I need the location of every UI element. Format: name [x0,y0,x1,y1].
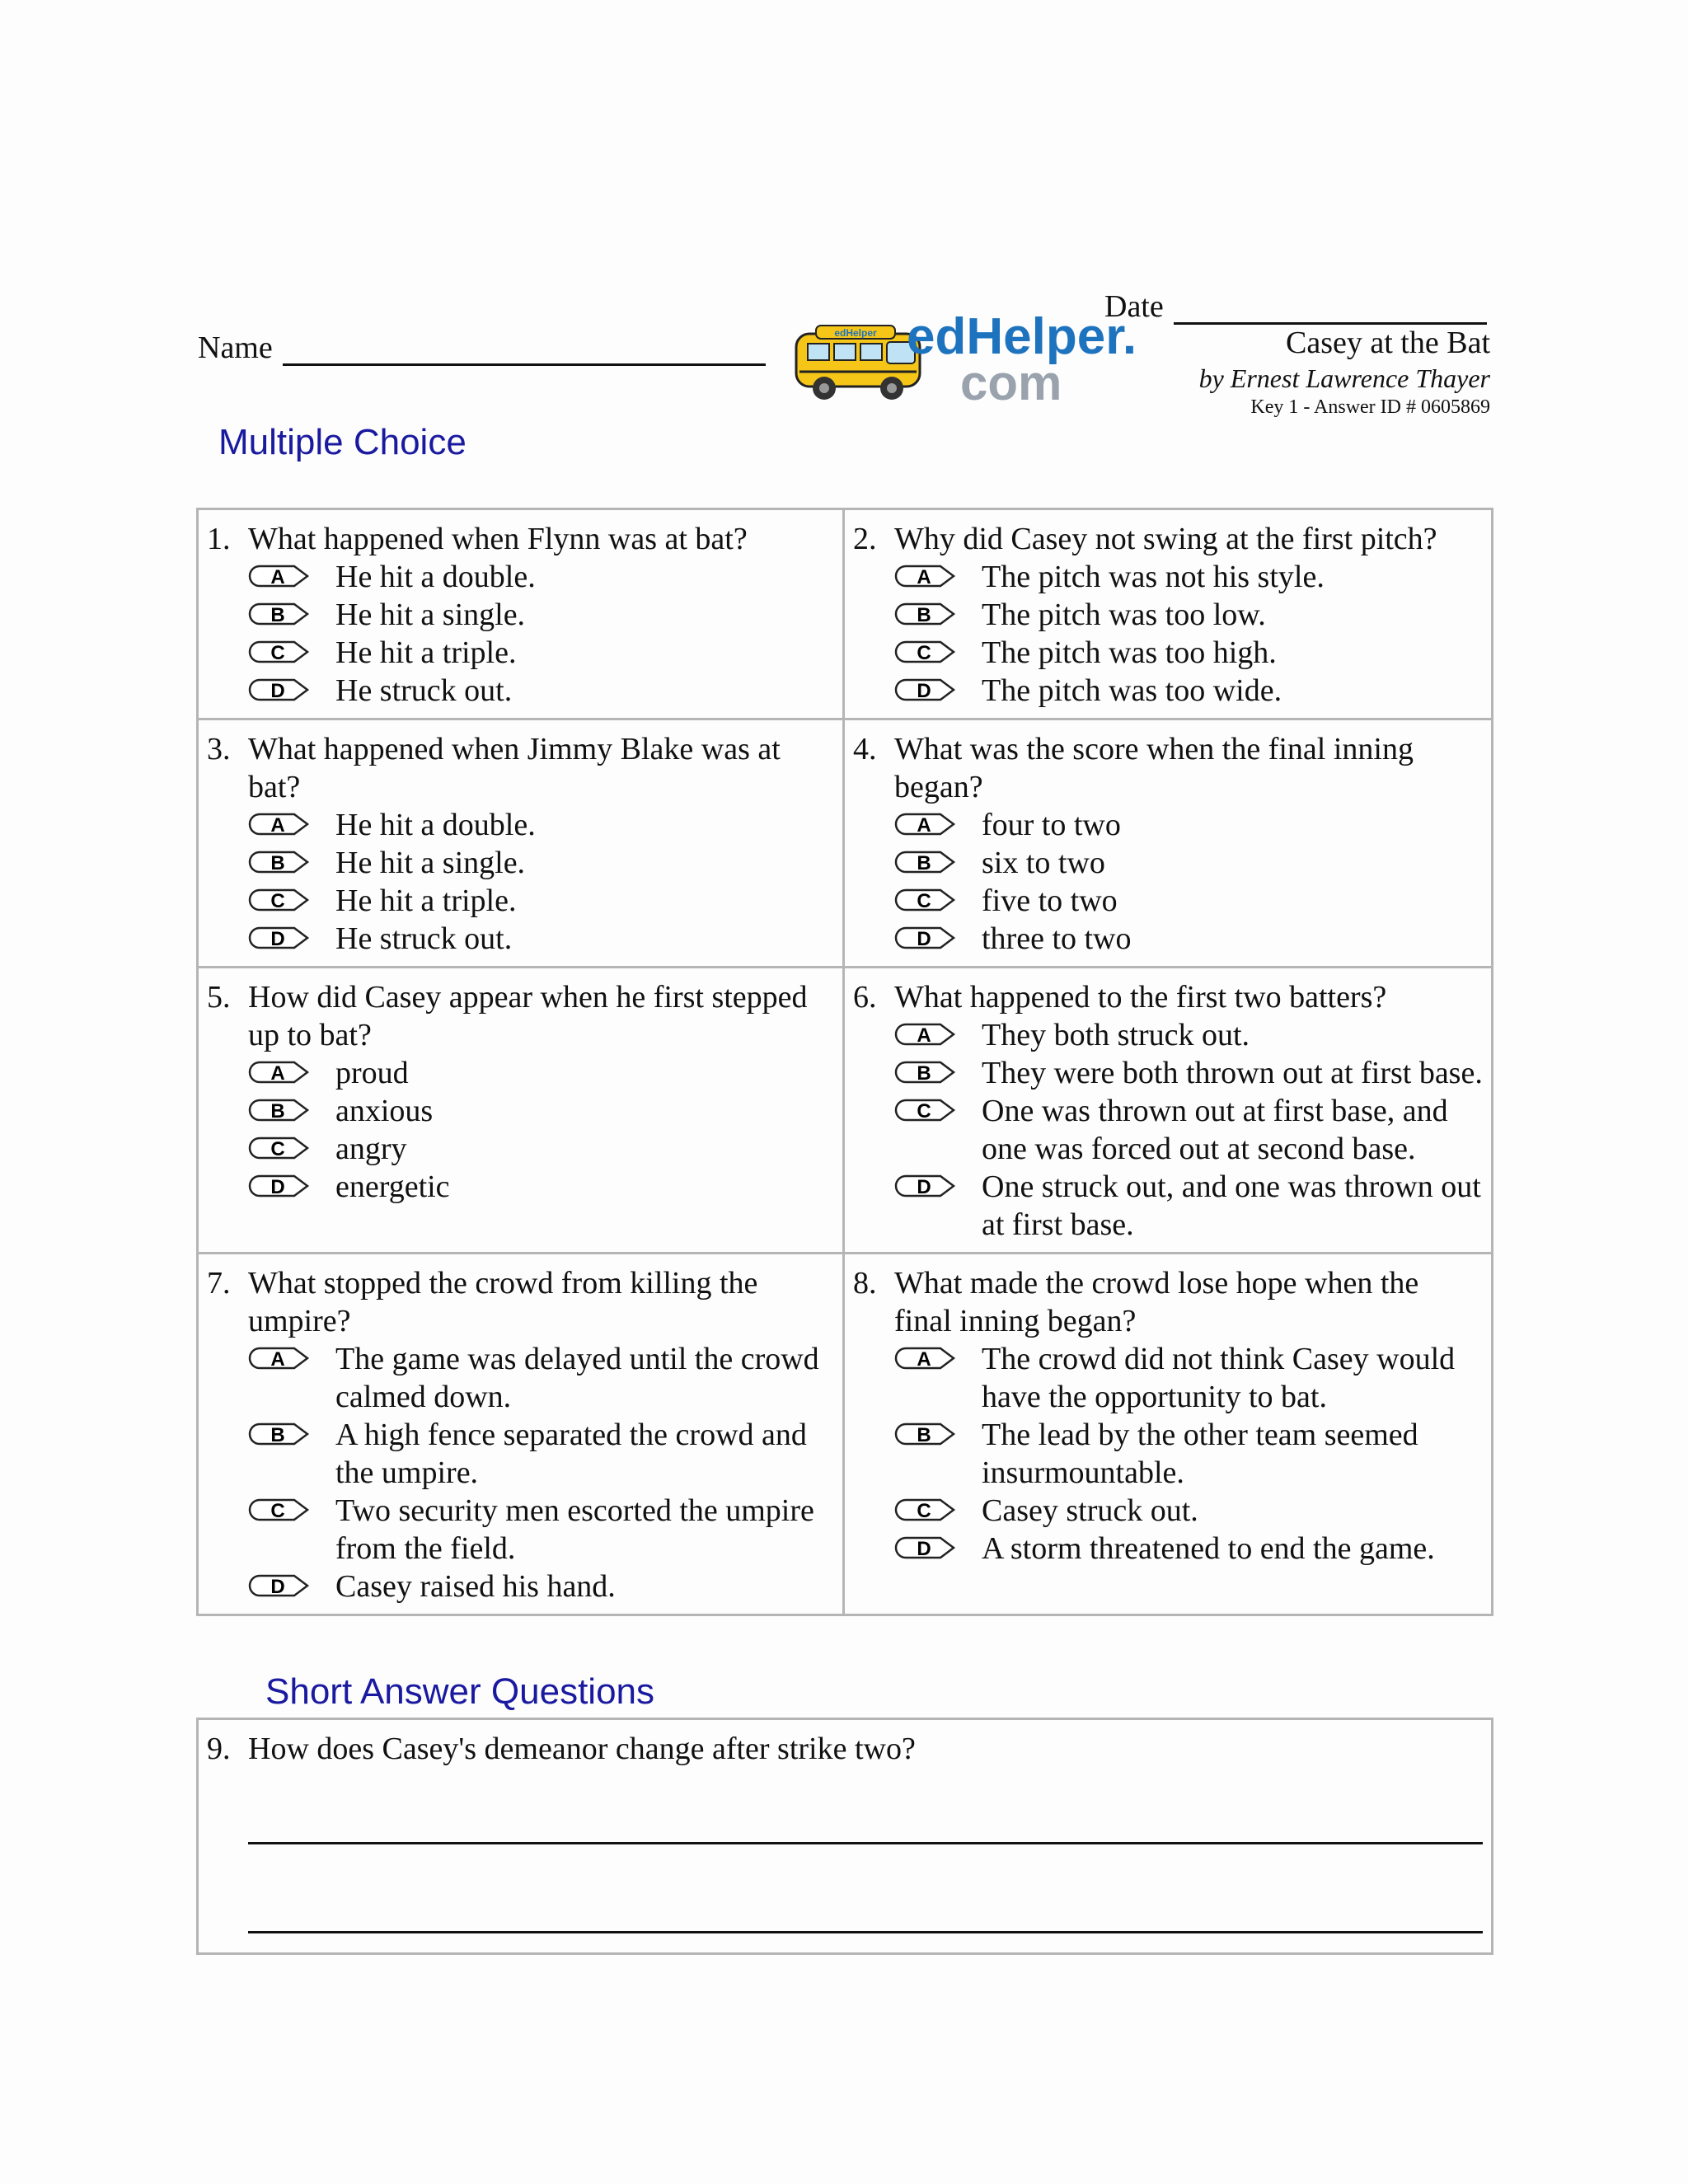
option-text: They were both thrown out at first base. [982,1056,1483,1090]
question-4 [845,720,1491,968]
answer-bubble-icon[interactable] [894,1497,957,1522]
svg-text:edHelper: edHelper [834,327,877,339]
option-text: The pitch was too low. [982,598,1266,632]
answer-option-a[interactable] [248,558,834,596]
question-stem [853,1264,1483,1340]
answer-bubble-icon[interactable] [894,564,957,588]
option-text: One was thrown out at first base, and one was forced out at second base. [982,1094,1448,1166]
question-number: 7. [207,1266,231,1301]
answer-bubble-icon[interactable] [248,1098,311,1122]
date-field[interactable] [1104,288,1487,325]
option-text: The pitch was too wide. [982,673,1282,708]
option-text: He hit a triple. [335,635,517,670]
question-7 [199,1254,845,1614]
answer-option-d[interactable] [248,1168,834,1206]
question-2 [845,510,1491,720]
answer-option-b[interactable] [894,1054,1483,1092]
bubble-letter: A [270,814,285,837]
answer-bubble-icon[interactable] [248,850,311,874]
question-3 [199,720,845,968]
answer-option-a[interactable] [894,1340,1483,1416]
question-8 [845,1254,1491,1614]
answer-option-b[interactable] [248,844,834,882]
name-label: Name [198,330,273,365]
answer-bubble-icon[interactable] [248,602,311,626]
answer-bubble-icon[interactable] [894,1346,957,1371]
answer-bubble-icon[interactable] [248,677,311,702]
question-stem [853,730,1483,806]
answer-key-id: Key 1 - Answer ID # 0605869 [1250,396,1490,418]
name-field[interactable] [198,330,766,366]
question-text: How did Casey appear when he first stepped up to bat? [248,980,808,1052]
answer-option-c[interactable] [894,1092,1483,1168]
bubble-letter: D [917,1176,931,1198]
option-text: They both struck out. [982,1018,1250,1052]
question-number: 3. [207,732,231,766]
bubble-letter: C [917,1500,931,1522]
option-text: anxious [335,1094,434,1128]
option-text: Casey raised his hand. [335,1569,616,1604]
answer-option-c[interactable] [248,634,834,672]
question-text: What happened when Jimmy Blake was at bat? [248,732,781,804]
question-text: What happened to the first two batters? [894,980,1387,1015]
bubble-letter: C [917,1100,931,1122]
answer-bubble-icon[interactable] [894,850,957,874]
answer-option-b[interactable] [894,1416,1483,1492]
bubble-letter: C [270,890,285,912]
question-text: What made the crowd lose hope when the final inning began? [894,1266,1419,1338]
option-text: Two security men escorted the umpire from the field. [335,1493,814,1566]
option-text: He hit a double. [335,560,536,594]
question-number: 1. [207,522,231,556]
option-text: Casey struck out. [982,1493,1198,1528]
option-text: angry [335,1132,407,1166]
question-1 [199,510,845,720]
answer-option-d[interactable] [894,1530,1483,1568]
answer-bubble-icon[interactable] [894,640,957,664]
option-text: He hit a triple. [335,883,517,918]
answer-bubble-icon[interactable] [894,1174,957,1198]
answer-bubble-icon[interactable] [248,888,311,912]
short-answer-heading: Short Answer Questions [265,1671,655,1712]
option-text: The crowd did not think Casey would have the opportunity to bat. [982,1342,1456,1414]
answer-option-c[interactable] [248,882,834,920]
answer-line-1[interactable] [248,1842,1483,1844]
question-number: 8. [853,1266,877,1301]
option-text: He hit a single. [335,598,526,632]
answer-option-a[interactable] [894,1016,1483,1054]
answer-bubble-icon[interactable] [894,1535,957,1560]
bubble-letter: D [270,928,285,950]
answer-bubble-icon[interactable] [248,564,311,588]
answer-bubble-icon[interactable] [248,1573,311,1598]
answer-bubble-icon[interactable] [894,1422,957,1446]
answer-option-b[interactable] [894,844,1483,882]
answer-option-c[interactable] [248,1492,834,1568]
answer-bubble-icon[interactable] [894,677,957,702]
question-stem [853,978,1483,1016]
question-text: How does Casey's demeanor change after strike two? [248,1732,916,1766]
question-stem [207,978,834,1054]
question-text: Why did Casey not swing at the first pitch? [894,522,1437,556]
answer-bubble-icon[interactable] [894,1060,957,1085]
option-text: The lead by the other team seemed insurmountable. [982,1418,1418,1490]
bubble-letter: D [270,1176,285,1198]
answer-option-a[interactable] [894,806,1483,844]
answer-bubble-icon[interactable] [894,888,957,912]
answer-option-b[interactable] [248,596,834,634]
option-text: He struck out. [335,921,513,956]
answer-bubble-icon[interactable] [248,1060,311,1085]
question-stem [207,1264,834,1340]
option-text: energetic [335,1169,450,1204]
bubble-letter: D [917,680,931,702]
option-text: He hit a double. [335,808,536,842]
multiple-choice-grid [196,508,1493,1616]
option-text: The game was delayed until the crowd calmed down. [335,1342,819,1414]
answer-bubble-icon[interactable] [894,926,957,950]
bubble-letter: C [270,1138,285,1160]
date-blank-line[interactable] [1174,293,1487,325]
question-stem [207,520,834,558]
answer-line-2[interactable] [248,1931,1483,1933]
answer-option-a[interactable] [248,806,834,844]
option-text: four to two [982,808,1121,842]
question-5 [199,968,845,1254]
bubble-letter: B [917,604,931,626]
answer-bubble-icon[interactable] [248,1174,311,1198]
question-number: 6. [853,980,877,1015]
answer-option-c[interactable] [894,634,1483,672]
bubble-letter: A [917,566,931,588]
question-text: What stopped the crowd from killing the umpire? [248,1266,758,1338]
bubble-letter: B [270,852,285,874]
bubble-letter: A [917,1348,931,1371]
option-text: He hit a single. [335,846,526,880]
bubble-letter: D [270,1576,285,1598]
bubble-letter: B [270,1424,285,1446]
bubble-letter: C [917,890,931,912]
answer-option-a[interactable] [248,1054,834,1092]
school-bus-icon [796,326,920,400]
option-text: One struck out, and one was thrown out at first base. [982,1169,1481,1242]
answer-option-a[interactable] [894,558,1483,596]
answer-option-d[interactable] [248,672,834,710]
bubble-letter: A [270,1348,285,1371]
question-stem [853,520,1483,558]
answer-option-d[interactable] [894,672,1483,710]
question-text: What happened when Flynn was at bat? [248,522,748,556]
answer-bubble-icon[interactable] [894,602,957,626]
bubble-letter: B [270,604,285,626]
option-text: The pitch was too high. [982,635,1277,670]
logo-text-bottom: com [960,355,1062,410]
name-blank-line[interactable] [283,334,766,366]
question-6 [845,968,1491,1254]
bubble-letter: B [917,1424,931,1446]
edhelper-logo [791,301,1137,410]
bubble-letter: C [270,642,285,664]
option-text: A high fence separated the crowd and the umpire. [335,1418,807,1490]
answer-bubble-icon[interactable] [894,1022,957,1047]
answer-option-b[interactable] [248,1416,834,1492]
title-block [1199,324,1490,419]
answer-bubble-icon[interactable] [894,812,957,837]
answer-option-d[interactable] [248,920,834,958]
answer-bubble-icon[interactable] [248,1346,311,1371]
multiple-choice-heading: Multiple Choice [218,422,467,462]
question-number: 2. [853,522,877,556]
answer-option-b[interactable] [894,596,1483,634]
worksheet-author: by Ernest Lawrence Thayer [1198,363,1490,393]
answer-bubble-icon[interactable] [248,1422,311,1446]
bubble-letter: B [917,1062,931,1085]
answer-option-b[interactable] [248,1092,834,1130]
bubble-letter: D [270,680,285,702]
answer-bubble-icon[interactable] [248,1136,311,1160]
option-text: A storm threatened to end the game. [982,1531,1435,1566]
question-number: 5. [207,980,231,1015]
question-9 [207,1730,1483,1768]
bubble-letter: D [917,1538,931,1560]
bubble-letter: A [270,1062,285,1085]
answer-option-c[interactable] [894,882,1483,920]
bubble-letter: C [270,1500,285,1522]
worksheet-title: Casey at the Bat [1286,326,1490,360]
option-text: six to two [982,846,1105,880]
answer-bubble-icon[interactable] [248,812,311,837]
bubble-letter: D [917,928,931,950]
option-text: proud [335,1056,409,1090]
option-text: The pitch was not his style. [982,560,1325,594]
option-text: five to two [982,883,1118,918]
short-answer-box [196,1718,1493,1955]
question-number: 4. [853,732,877,766]
question-stem [207,730,834,806]
logo-text-top: edHelper. [907,308,1137,365]
bubble-letter: B [917,852,931,874]
answer-option-c[interactable] [894,1492,1483,1530]
bubble-letter: A [917,1024,931,1047]
answer-option-c[interactable] [248,1130,834,1168]
answer-bubble-icon[interactable] [248,1497,311,1522]
answer-bubble-icon[interactable] [248,640,311,664]
option-text: He struck out. [335,673,513,708]
answer-option-d[interactable] [248,1568,834,1605]
question-text: What was the score when the final inning began? [894,732,1414,804]
bubble-letter: B [270,1100,285,1122]
bubble-letter: A [270,566,285,588]
answer-option-d[interactable] [894,920,1483,958]
bubble-letter: C [917,642,931,664]
question-number: 9. [207,1732,231,1766]
bubble-letter: A [917,814,931,837]
date-label: Date [1104,289,1164,324]
option-text: three to two [982,921,1132,956]
answer-option-a[interactable] [248,1340,834,1416]
answer-option-d[interactable] [894,1168,1483,1244]
answer-bubble-icon[interactable] [894,1098,957,1122]
answer-bubble-icon[interactable] [248,926,311,950]
